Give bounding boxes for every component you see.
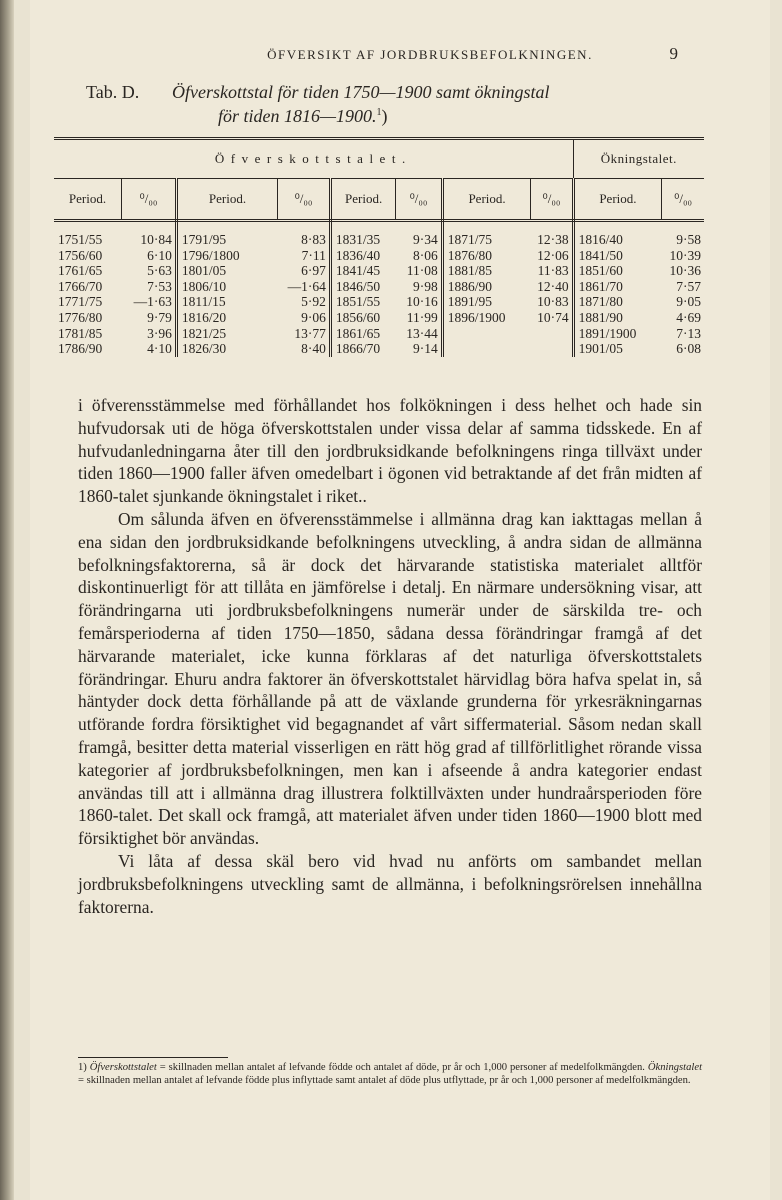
table-caption [86, 80, 706, 128]
body-text [78, 394, 702, 918]
cell-period: 1861/65 [335, 325, 381, 341]
cell-period: 1876/80 [447, 247, 492, 263]
data-table [54, 137, 704, 357]
col-header-period: Period. [176, 179, 277, 221]
footnote-term-2: Ökningstalet [647, 1062, 703, 1073]
cell-period: 1761/65 [58, 263, 103, 279]
cell-period: 1776/80 [58, 309, 103, 325]
footnote-def-2: = skillnaden mellan antalet af lefvande födde plus inflyttade samt antalet af döde plus utflyttade, pr år och 1,000 personer af medelfolkmängden. [78, 1075, 691, 1086]
cell-permille: 9·34 [396, 221, 442, 248]
cell-permille: —1·64 [278, 279, 331, 295]
caption-line-1: Öfverskottstal för tiden 1750—1900 samt ökningstal [172, 82, 550, 102]
cell-permille [531, 326, 573, 342]
table-label: Tab. D. [86, 82, 140, 102]
cell-period: 1781/85 [58, 325, 103, 341]
cell-permille: 4·10 [122, 341, 177, 357]
cell-permille: 11·08 [396, 263, 442, 279]
paragraph-1: i öfverensstämmelse med förhållandet hos folkökningen i dess helhet och hade sin hufvudorsak uti de höga öfverskottstalen under vissa delar af samma tidsskede. En af hufvudanledningarna åter till den jordbruksidkande befolkningens ringa tillväxt under tiden 1860—1900 faller äfven omedelbart i ögonen vid betraktande af det från midten af 1860-talet sjunkande ökningstalet i riket.. [78, 395, 702, 507]
cell-period: 1846/50 [335, 278, 381, 294]
cell-permille: 7·11 [278, 248, 331, 264]
cell-permille: 7·57 [676, 278, 701, 294]
cell-period: 1871/75 [447, 232, 492, 247]
column-header-row [54, 179, 704, 221]
cell-period: 1816/40 [578, 232, 623, 247]
cell-period: 1791/95 [181, 232, 227, 247]
cell-period: 1901/05 [578, 341, 623, 357]
table-row [54, 294, 704, 310]
caption-paren: ) [381, 106, 388, 126]
cell-period: 1866/70 [335, 341, 381, 357]
group-header-okning: Ökningstalet. [573, 140, 704, 179]
cell-period: 1841/50 [578, 247, 623, 263]
col-header-period: Period. [442, 179, 531, 221]
cell-period: 1766/70 [58, 278, 103, 294]
book-binding-edge [0, 0, 14, 1200]
paragraph-2: Om sålunda äfven en öfverensstämmelse i allmänna drag kan iakttagas mellan å ena sidan den jordbruksidkande befolkningens utveckling, å andra sidan de allmänna befolkningsfaktorerna, så är dock det härvarande statistiska materialet alltför diskontinuerligt för att tillåta en jämförelse i detalj. En närmare undersökning visar, att förändringarna uti jordbruksbefolkningens numerär under de särskilda tre- och femårsperioderna af tiden 1750—1850, sådana dessa förändringar framgå af det härvarande materialet, icke kunna förklaras af det naturliga öfverskottstalets förändringar. Ehuru andra faktorer än öfverskottstalet härvidlag böra hafva spelat in, så häntyder dock detta förhållande på att de växlande grunderna för yrkesräkningarnas utförande fordra försiktighet vid begagnandet af vårt siffermaterial. Såsom nedan skall framgå, besitter detta material visserligen en rätt hög grad af tillförlitlighet rörande vissa kategorier af jordbruksbefolkningen, men kan i afseende å andra kategorier endast användas till att i allmänna drag illustrera folktillväxten under hundraårsperioden före 1860-talet. Det skall ock framgå, att materialet äfven under tiden 1860—1900 blott med försiktighet bör användas. [78, 508, 702, 849]
col-header-permille: ⁰/₀₀ [396, 179, 442, 221]
col-header-period: Period. [573, 179, 662, 221]
cell-period: 1856/60 [335, 309, 381, 325]
cell-period: 1886/90 [447, 278, 492, 294]
cell-permille: 10·83 [531, 294, 573, 310]
cell-period: 1821/25 [181, 325, 227, 341]
cell-permille: 11·83 [531, 263, 573, 279]
cell-period: 1831/35 [335, 232, 381, 247]
cell-period: 1751/55 [58, 232, 103, 247]
cell-permille: 7·53 [122, 279, 177, 295]
table-row [54, 248, 704, 264]
cell-permille: —1·63 [122, 294, 177, 310]
running-head [30, 44, 770, 63]
cell-period: 1826/30 [181, 341, 227, 357]
cell-period: 1796/1800 [181, 247, 240, 263]
cell-permille: 6·97 [278, 263, 331, 279]
cell-permille: 9·98 [396, 279, 442, 295]
col-header-period: Period. [54, 179, 122, 221]
col-header-permille: ⁰/₀₀ [662, 179, 704, 221]
cell-period: 1786/90 [58, 341, 103, 357]
cell-permille: 10·16 [396, 294, 442, 310]
footnote-term-1: Öfverskottstalet [89, 1062, 157, 1073]
group-header-row [54, 140, 704, 179]
cell-period: 1811/15 [181, 294, 226, 310]
col-header-permille: ⁰/₀₀ [122, 179, 177, 221]
cell-permille: 5·92 [278, 294, 331, 310]
cell-permille: 10·74 [531, 310, 573, 326]
cell-period [442, 341, 531, 357]
cell-permille: 12·38 [531, 221, 573, 248]
cell-period: 1806/10 [181, 278, 227, 294]
table-row [54, 279, 704, 295]
caption-line-2: för tiden 1816—1900. [218, 106, 377, 126]
table-row [54, 326, 704, 342]
cell-permille: 13·77 [278, 326, 331, 342]
cell-period: 1851/55 [335, 294, 381, 310]
cell-permille: 8·40 [278, 341, 331, 357]
cell-period: 1891/1900 [578, 325, 637, 341]
cell-permille: 5·63 [122, 263, 177, 279]
table-row [54, 341, 704, 357]
cell-period: 1816/20 [181, 309, 227, 325]
cell-permille: 6·10 [122, 248, 177, 264]
cell-permille: 8·06 [396, 248, 442, 264]
footnote [78, 1057, 702, 1087]
cell-permille: 13·44 [396, 326, 442, 342]
paragraph-3: Vi låta af dessa skäl bero vid hvad nu anförts om sambandet mellan jordbruksbefolkningens utveckling samt de allmänna, i befolkningsrörelsen innehållna faktorerna. [78, 850, 702, 917]
cell-permille: 10·39 [669, 247, 701, 263]
cell-permille: 6·08 [676, 341, 701, 357]
cell-permille: 12·06 [531, 248, 573, 264]
page-number: 9 [669, 44, 678, 63]
cell-period: 1851/60 [578, 263, 623, 279]
cell-period: 1841/45 [335, 263, 381, 279]
cell-permille: 10·36 [669, 263, 701, 279]
footnote-def-1: = skillnaden mellan antalet af lefvande födde och antalet af döde, pr år och 1,000 personer af medelfolkmängden. [159, 1062, 645, 1073]
table-row [54, 221, 704, 248]
cell-permille: 3·96 [122, 326, 177, 342]
cell-permille: 9·79 [122, 310, 177, 326]
cell-permille: 12·40 [531, 279, 573, 295]
cell-permille: 9·05 [676, 294, 701, 310]
cell-period: 1881/90 [578, 309, 623, 325]
cell-period: 1871/80 [578, 294, 623, 310]
cell-permille: 7·13 [676, 325, 701, 341]
cell-period: 1881/85 [447, 263, 492, 279]
cell-period: 1891/95 [447, 294, 492, 310]
cell-permille: 8·83 [278, 221, 331, 248]
document-page [30, 0, 770, 1200]
table-row [54, 310, 704, 326]
cell-period: 1756/60 [58, 247, 103, 263]
col-header-period: Period. [330, 179, 395, 221]
cell-permille: 9·14 [396, 341, 442, 357]
caption-note-mark: 1 [376, 107, 382, 118]
col-header-permille: ⁰/₀₀ [531, 179, 573, 221]
cell-permille: 10·84 [122, 221, 177, 248]
group-header-overskott: Öfverskottstalet. [54, 140, 573, 179]
cell-period: 1801/05 [181, 263, 227, 279]
cell-period: 1861/70 [578, 278, 623, 294]
footnote-rule [78, 1057, 228, 1058]
cell-permille [531, 341, 573, 357]
col-header-permille: ⁰/₀₀ [278, 179, 331, 221]
running-title: ÖFVERSIKT AF JORDBRUKSBEFOLKNINGEN. [267, 47, 593, 62]
cell-period [442, 326, 531, 342]
cell-permille: 4·69 [676, 309, 701, 325]
footnote-mark: 1) [78, 1062, 87, 1073]
cell-permille: 9·58 [676, 232, 701, 247]
cell-period: 1771/75 [58, 294, 103, 310]
cell-period: 1836/40 [335, 247, 381, 263]
cell-permille: 9·06 [278, 310, 331, 326]
cell-permille: 11·99 [396, 310, 442, 326]
cell-period: 1896/1900 [447, 309, 506, 325]
table-row [54, 263, 704, 279]
